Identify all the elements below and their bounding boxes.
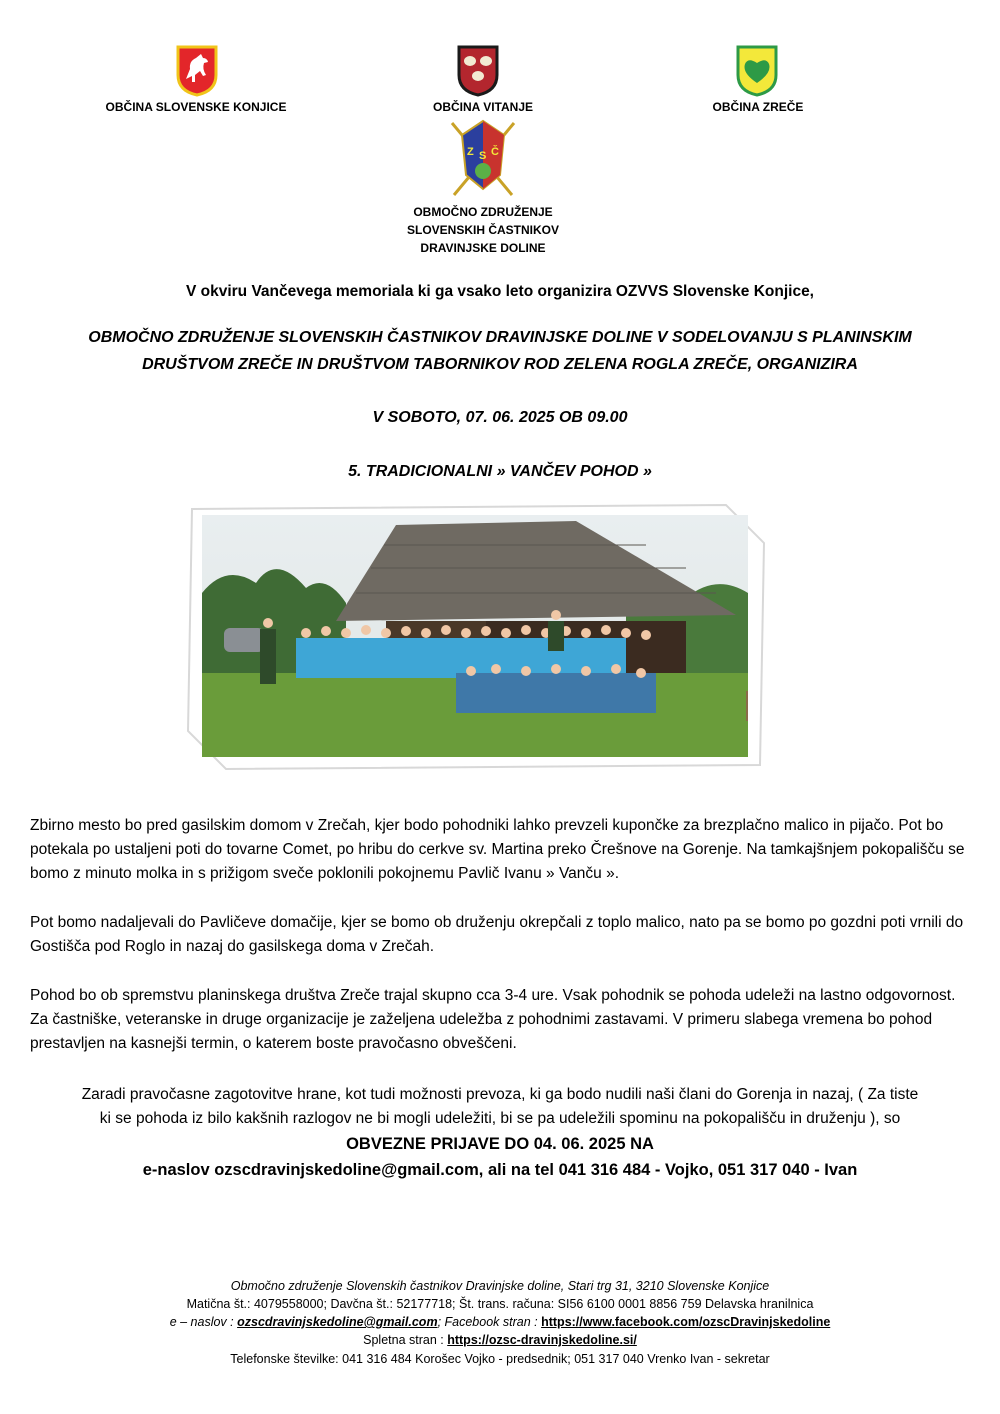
organizers-line-2: DRUŠTVOM ZREČE IN DRUŠTVOM TABORNIKOV ROD ZELENA ROGLA ZREČE, ORGANIZIRA — [142, 356, 858, 373]
heart-crest-icon — [736, 45, 778, 97]
footer-website-link[interactable]: https://ozsc-dravinjskedoline.si/ — [447, 1333, 637, 1347]
footer-registry: Matična št.: 4079558000; Davčna št.: 52177718; Št. trans. računa: SI56 6100 0001 8856 759 Delavska hranilnica — [186, 1297, 814, 1311]
registration-text-2: ki se pohoda iz bilo kakšnih razlogov ne bi mogli udeležiti, bi se pa udeležili spominu na pokopališču in druženju ), so — [99, 1110, 901, 1127]
svg-text:Z: Z — [467, 146, 474, 158]
footer-phones: Telefonske številke: 041 316 484 Korošec Vojko - predsednik; 051 317 040 Vrenko Ivan - sekretar — [230, 1352, 770, 1366]
municipality-konjice-label: OBČINA SLOVENSKE KONJICE — [105, 100, 287, 114]
registration-contact: e-naslov ozscdravinjskedoline@gmail.com, ali na tel 041 316 484 - Vojko, 051 317 040 - Ivan — [142, 1161, 858, 1179]
footer-contacts: e – naslov : ozscdravinjskedoline@gmail.com; Facebook stran : https://www.facebook.com/ozscDravinjskedoline — [169, 1315, 831, 1329]
footer-email-link[interactable]: ozscdravinjskedoline@gmail.com — [237, 1315, 438, 1329]
association-name: OBMOČNO ZDRUŽENJE SLOVENSKIH ČASTNIKOV DRAVINJSKE DOLINE — [406, 205, 559, 255]
registration-deadline: OBVEZNE PRIJAVE DO 04. 06. 2025 NA — [346, 1135, 654, 1153]
svg-text:S: S — [479, 150, 487, 162]
footer-website: Spletna stran : https://ozsc-dravinjskedoline.si/ — [363, 1333, 637, 1347]
paragraph-meeting-point: Zbirno mesto bo pred gasilskim domom v Zrečah, kjer bodo pohodniki lahko prevzeli kupončke za brezplačno malico in pijačo. Pot bo potekala po ustaljeni poti do tovarne Comet, po hribu do cerkve sv. Martina preko Črešnove na Gorenje. Na tamkajšnjem pokopališču se bomo z minuto molka in s prižigom sveče poklonili pokojnemu Pavlič Ivanu » Vanču ». — [30, 817, 965, 882]
municipality-vitanje-label: OBČINA VITANJE — [432, 100, 533, 114]
event-date: V SOBOTO, 07. 06. 2025 OB 09.00 — [372, 409, 628, 426]
municipality-zrece-label: OBČINA ZREČE — [712, 100, 804, 114]
footer-address: Območno združenje Slovenskih častnikov Dravinjske doline, Stari trg 31, 3210 Slovenske Konjice — [230, 1279, 770, 1293]
group-photo — [186, 503, 766, 771]
footer-facebook-link[interactable]: https://www.facebook.com/ozscDravinjskedoline — [541, 1315, 831, 1329]
event-title: 5. TRADICIONALNI » VANČEV POHOD » — [348, 463, 652, 480]
intro-text: V okviru Vančevega memoriala ki ga vsako leto organizira OZVVS Slovenske Konjice, — [185, 283, 814, 300]
organizers-line-1: OBMOČNO ZDRUŽENJE SLOVENSKIH ČASTNIKOV DRAVINJSKE DOLINE V SODELOVANJU S PLANINSKIM — [88, 329, 912, 346]
paragraph-route: Pot bomo nadaljevali do Pavličeve domačije, kjer se bomo ob druženju okrepčali z toplo malico, nato pa se bomo po gozdni poti vrnili do Gostišča pod Roglo in nazaj do gasilskega doma v Zrečah. — [30, 914, 964, 955]
zsc-crossed-swords-icon — [444, 115, 522, 203]
svg-text:Č: Č — [491, 146, 499, 158]
paragraph-duration: Pohod bo ob spremstvu planinskega društva Zreče trajal skupno cca 3-4 ure. Vsak pohodnik se pohoda udeleži na lastno odgovornost. Za častniške, veteranske in druge organizacije je zaželjena udeležba z pohodnimi zastavami. V primeru slabega vremena bo pohod prestavljen na kasnejši termin, o katerem boste pravočasno obveščeni. — [30, 987, 956, 1052]
shells-crest-icon — [457, 45, 499, 97]
horse-crest-icon — [176, 45, 218, 97]
registration-text-1: Zaradi pravočasne zagotovitve hrane, kot tudi možnosti prevoza, ki ga bodo nudili naši člani do Gorenja in nazaj, ( Za tiste — [81, 1086, 919, 1103]
